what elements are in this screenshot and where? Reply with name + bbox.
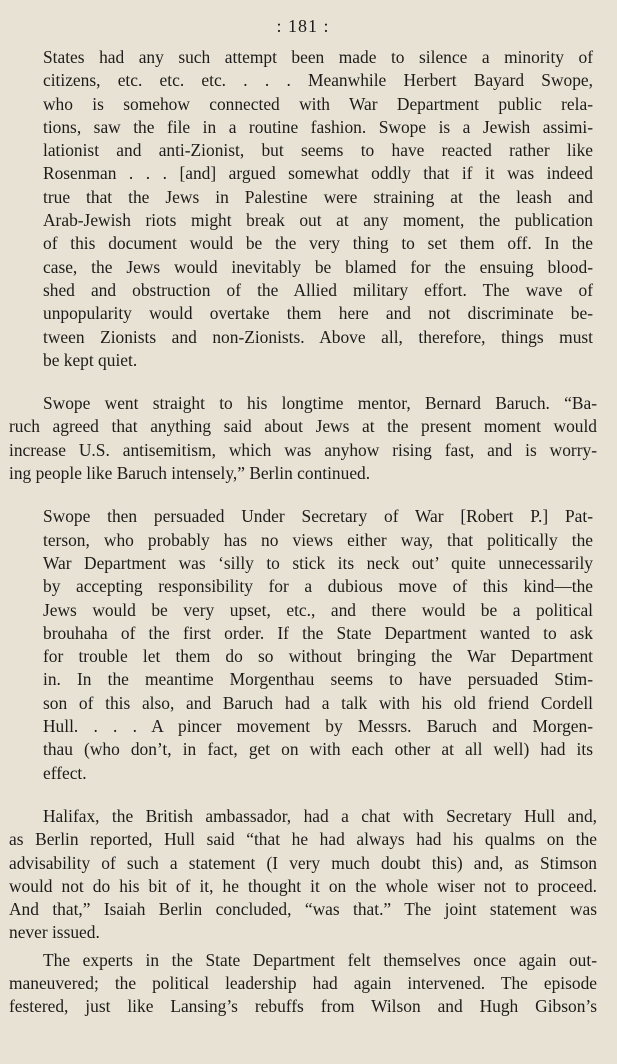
text-line: citizens, etc. etc. etc. . . . Meanwhile Herbert Bayard Swope, [43, 70, 593, 91]
text-line: Jews would be very upset, etc., and there would be a political [43, 599, 593, 620]
text-line: Swope went straight to his longtime mentor, Bernard Baruch. “Ba- [43, 393, 597, 414]
text-line: Arab-Jewish riots might break out at any moment, the publication [43, 210, 593, 231]
text-line: ruch agreed that anything said about Jews at the present moment would [9, 416, 597, 437]
text-line: terson, who probably has no views either way, that politically the [43, 529, 593, 550]
text-line: as Berlin reported, Hull said “that he had always had his qualms on the [9, 829, 597, 850]
text-line: true that the Jews in Palestine were straining at the leash and [43, 186, 593, 207]
block-quote-2 [9, 505, 597, 785]
text-line: Swope then persuaded Under Secretary of War [Robert P.] Pat- [43, 506, 593, 527]
text-line: of this document would be the very thing to set them off. In the [43, 233, 593, 254]
text-line: in. In the meantime Morgenthau seems to have persuaded Stim- [43, 669, 593, 690]
text-line: maneuvered; the political leadership had again intervened. The episode [9, 972, 597, 993]
text-line: unpopularity would overtake them here and not discriminate be- [43, 303, 593, 324]
text-line: Rosenman . . . [and] argued somewhat oddly that if it was indeed [43, 163, 593, 184]
text-line: advisability of such a statement (I very much doubt this) and, as Stimson [9, 852, 597, 873]
text-line: tions, saw the file in a routine fashion. Swope is a Jewish assimi- [43, 116, 593, 137]
text-line: The experts in the State Department felt themselves once again out- [43, 949, 597, 970]
spacer [9, 785, 597, 805]
text-line: States had any such attempt been made to silence a minority of [43, 47, 593, 67]
text-line: festered, just like Lansing’s rebuffs from Wilson and Hugh Gibson’s [9, 996, 597, 1017]
spacer [9, 372, 597, 392]
page-number: : 181 : [276, 16, 330, 36]
spacer [9, 485, 597, 505]
text-line: shed and obstruction of the Allied military effort. The wave of [43, 279, 593, 300]
paragraph-2 [9, 805, 597, 945]
text-line: tween Zionists and non-Zionists. Above all, therefore, things must [43, 326, 593, 347]
text-line: would not do his bit of it, he thought it on the whole wiser not to proceed. [9, 875, 597, 896]
text-line: Halifax, the British ambassador, had a chat with Secretary Hull and, [43, 805, 597, 826]
text-line: thau (who don’t, in fact, get on with each other at all well) had its [43, 739, 593, 760]
text-line: by accepting responsibility for a dubious move of this kind—the [43, 576, 593, 597]
text-line: And that,” Isaiah Berlin concluded, “was that.” The joint statement was [9, 899, 597, 920]
text-line: War Department was ‘silly to stick its neck out’ quite unnecessarily [43, 552, 593, 573]
text-line: for trouble let them do so without bringing the War Department [43, 646, 593, 667]
text-line: effect. [43, 762, 87, 783]
text-line: lationist and anti-Zionist, but seems to have reacted rather like [43, 140, 593, 161]
text-line: son of this also, and Baruch had a talk with his old friend Cordell [43, 692, 593, 713]
paragraph-1 [9, 392, 597, 485]
text-line: Hull. . . . A pincer movement by Messrs. Baruch and Morgen- [43, 716, 593, 737]
block-quote-1 [9, 46, 597, 372]
text-line: brouhaha of the first order. If the State Department wanted to ask [43, 622, 593, 643]
text-line: case, the Jews would inevitably be blamed for the ensuing blood- [43, 256, 593, 277]
text-line: ing people like Baruch intensely,” Berlin continued. [9, 463, 371, 484]
text-line: increase U.S. antisemitism, which was anyhow rising fast, and is worry- [9, 439, 597, 460]
text-line: be kept quiet. [43, 349, 138, 370]
paragraph-3 [9, 949, 597, 1019]
text-line: never issued. [9, 922, 100, 943]
text-line: who is somehow connected with War Department public rela- [43, 93, 593, 114]
